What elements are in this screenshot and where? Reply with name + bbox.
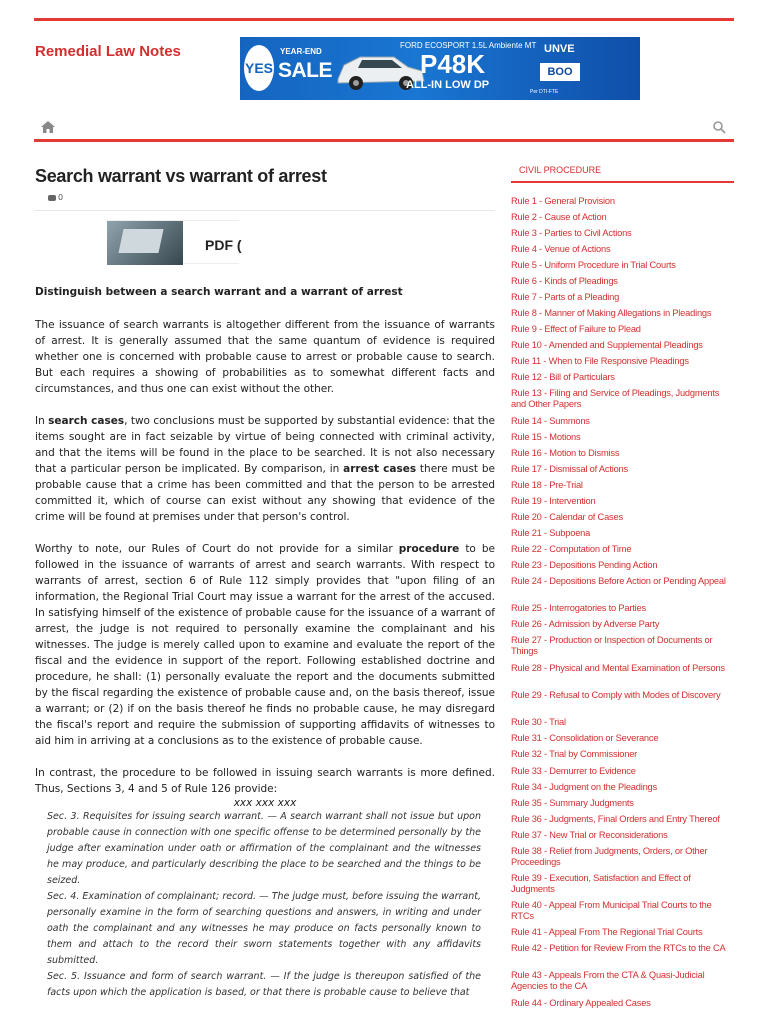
ad-permit: Per DTI-FTE <box>530 89 559 95</box>
sidebar-item-rule-28[interactable] <box>511 663 734 674</box>
sec-4-quote: Sec. 4. Examination of complainant; record. — The judge must, before issuing the warrant, personally examine in the form of searching questions and answers, in writing and under oath the complainant and any witnesses he may produce on facts personally known to them and attach to the record their sworn statements together with any affidavits submitted. <box>47 891 481 966</box>
sidebar-item-rule-31[interactable] <box>511 733 734 744</box>
sidebar-item-link[interactable]: Rule 2 - Cause of Action <box>511 212 607 222</box>
sidebar-item-rule-23[interactable] <box>511 560 734 571</box>
sidebar-item-rule-9[interactable] <box>511 324 734 335</box>
sidebar-item-rule-21[interactable] <box>511 528 734 539</box>
sidebar-item-rule-20[interactable] <box>511 512 734 523</box>
sidebar-item-link[interactable]: Rule 27 - Production or Inspection of Documents or Things <box>511 635 713 656</box>
sidebar-item-rule-35[interactable] <box>511 798 734 809</box>
sidebar-item-rule-37[interactable] <box>511 830 734 841</box>
sidebar-item-rule-43[interactable] <box>511 970 734 992</box>
sidebar-item-link[interactable]: Rule 10 - Amended and Supplemental Pleadings <box>511 340 703 350</box>
separator: xxx xxx xxx <box>233 797 297 809</box>
home-icon[interactable] <box>40 119 56 135</box>
sidebar-item-link[interactable]: Rule 35 - Summary Judgments <box>511 798 634 808</box>
paragraph-3: Worthy to note, our Rules of Court do not provide for a similar procedure to be followed in the issuance of warrants of arrest and search warrants. With respect to warrants of arrest, section 6 of Rule 112 simply provides that "upon filing of an information, the Regional Trial Court may issue a warrant for the arrest of the accused. In satisfying himself of the existence of probable cause for the issuance of a warrant of arrest, the judge is not required to personally examine the complainant and his witnesses. The judge is merely called upon to examine and evaluate the report of the fiscal and the evidence in support of the report. Following established doctrine and procedure, he shall: (1) personally evaluate the report and the documents submitted by the fiscal regarding the existence of probable cause and, on the basis thereof, issue a warrant; or (2) if on the basis thereof he finds no probable cause, he may disregard the fiscal's report and require the submission of supporting affidavits of witnesses to aid him in arriving at a conclusions as to the existence of probable cause. <box>35 543 495 747</box>
sidebar-item-link[interactable]: Rule 13 - Filing and Service of Pleadings, Judgments and Other Papers <box>511 388 720 409</box>
sidebar-item-link[interactable]: Rule 28 - Physical and Mental Examination of Persons <box>511 663 725 673</box>
pdf-download-box[interactable] <box>107 220 242 264</box>
article-body <box>35 284 495 1001</box>
paragraph-1: The issuance of search warrants is altogether different from the issuance of warrants of arrest. It is generally assumed that the same quantum of evidence is required whether one is concerned with probable cause to arrest or probable cause to search. But each requires a showing of probabilities as to somewhat different facts and circumstances, and thus one can exist without the other. <box>35 319 495 395</box>
sidebar-item-link[interactable]: Rule 39 - Execution, Satisfaction and Effect of Judgments <box>511 873 691 894</box>
sidebar-item-link[interactable]: Rule 14 - Summons <box>511 416 590 426</box>
sidebar-item-rule-25[interactable] <box>511 603 734 614</box>
sidebar-item-link[interactable]: Rule 37 - New Trial or Reconsiderations <box>511 830 668 840</box>
sidebar-item-rule-10[interactable] <box>511 340 734 351</box>
sidebar-item-rule-13[interactable] <box>511 388 734 410</box>
sidebar-item-link[interactable]: Rule 9 - Effect of Failure to Plead <box>511 324 641 334</box>
procedure-link[interactable]: procedure <box>398 543 460 555</box>
sec-3-quote: Sec. 3. Requisites for issuing search warrant. — A search warrant shall not issue but upon probable cause in connection with one specific offense to be determined personally by the judge after examination under oath or affirmation of the complainant and the witnesses he may produce, and particularly describing the place to be searched and the things to be seized. <box>47 811 481 886</box>
comment-count[interactable] <box>48 193 63 202</box>
sidebar-item-rule-30[interactable] <box>511 717 734 728</box>
sidebar-item-link[interactable]: Rule 20 - Calendar of Cases <box>511 512 623 522</box>
sidebar-item-link[interactable]: Rule 32 - Trial by Commissioner <box>511 749 638 759</box>
sidebar-item-link[interactable]: Rule 41 - Appeal From The Regional Trial Courts <box>511 927 703 937</box>
sidebar-item-link[interactable]: Rule 7 - Parts of a Pleading <box>511 292 620 302</box>
sidebar-item-rule-1[interactable] <box>511 196 734 207</box>
sidebar-item-link[interactable]: Rule 43 - Appeals From the CTA & Quasi-Judicial Agencies to the CA <box>511 970 705 991</box>
sidebar-item-rule-33[interactable] <box>511 766 734 777</box>
sidebar-item-rule-2[interactable] <box>511 212 734 223</box>
sidebar-item-link[interactable]: Rule 12 - Bill of Particulars <box>511 372 615 382</box>
sidebar-item-link[interactable]: Rule 42 - Petition for Review From the RTCs to the CA <box>511 943 726 953</box>
ad-book-button[interactable]: BOO <box>540 63 580 81</box>
ad-sale: SALE <box>278 59 333 82</box>
sidebar-item-rule-12[interactable] <box>511 372 734 383</box>
sidebar-item-rule-17[interactable] <box>511 464 734 475</box>
pdf-label: PDF ( <box>205 237 242 253</box>
sidebar-item-rule-29[interactable] <box>511 690 734 701</box>
sidebar-item-link[interactable]: Rule 3 - Parties to Civil Actions <box>511 228 632 238</box>
main-nav <box>34 116 734 142</box>
ad-model: FORD ECOSPORT 1.5L Ambiente MT <box>400 41 537 50</box>
sidebar-item-rule-11[interactable] <box>511 356 734 367</box>
comment-icon <box>48 195 56 201</box>
top-rule <box>34 18 734 21</box>
sidebar-item-link[interactable]: Rule 15 - Motions <box>511 432 581 442</box>
sidebar-item-rule-26[interactable] <box>511 619 734 630</box>
sidebar-item-rule-34[interactable] <box>511 782 734 793</box>
sidebar-item-rule-19[interactable] <box>511 496 734 507</box>
sidebar-item-link[interactable]: Rule 29 - Refusal to Comply with Modes of Discovery <box>511 690 721 700</box>
sidebar-item-link[interactable]: Rule 19 - Intervention <box>511 496 596 506</box>
sidebar-item-rule-6[interactable] <box>511 276 734 287</box>
sidebar-item-rule-14[interactable] <box>511 416 734 427</box>
sidebar-item-rule-16[interactable] <box>511 448 734 459</box>
sidebar-item-link[interactable]: Rule 5 - Uniform Procedure in Trial Courts <box>511 260 676 270</box>
sidebar-item-rule-41[interactable] <box>511 927 734 938</box>
sidebar-item-link[interactable]: Rule 1 - General Provision <box>511 196 615 206</box>
meta-divider <box>35 210 495 211</box>
ad-cta-text: UNVE <box>544 43 575 55</box>
sidebar-item-link[interactable]: Rule 30 - Trial <box>511 717 566 727</box>
sidebar-item-link[interactable]: Rule 6 - Kinds of Pleadings <box>511 276 618 286</box>
ad-low-dp: ALL-IN LOW DP <box>406 79 490 91</box>
ad-year-end: YEAR-END <box>280 47 322 56</box>
sidebar-item-rule-36[interactable] <box>511 814 734 825</box>
article-heading: Distinguish between a search warrant and a warrant of arrest <box>35 286 403 298</box>
sidebar-item-link[interactable]: Rule 36 - Judgments, Final Orders and Entry Thereof <box>511 814 720 824</box>
sidebar-item-link[interactable]: Rule 25 - Interrogatories to Parties <box>511 603 646 613</box>
ad-price: P48K <box>420 49 486 79</box>
sidebar-item-rule-7[interactable] <box>511 292 734 303</box>
arrest-cases-term: arrest cases <box>343 463 417 475</box>
sidebar-item-link[interactable]: Rule 31 - Consolidation or Severance <box>511 733 659 743</box>
sidebar-item-link[interactable]: Rule 24 - Depositions Before Action or Pending Appeal <box>511 576 726 586</box>
sidebar-item-rule-4[interactable] <box>511 244 734 255</box>
sidebar-item-link[interactable]: Rule 11 - When to File Responsive Pleadings <box>511 356 689 366</box>
sidebar-item-rule-27[interactable] <box>511 635 734 657</box>
sidebar-heading: CIVIL PROCEDURE <box>511 165 734 183</box>
sidebar-item-rule-32[interactable] <box>511 749 734 760</box>
sidebar-item-link[interactable]: Rule 38 - Relief from Judgments, Orders, or Other Proceedings <box>511 846 708 867</box>
ad-badge: YES <box>244 45 274 91</box>
sidebar-item-rule-24[interactable] <box>511 576 734 587</box>
paragraph-2: In search cases, two conclusions must be supported by substantial evidence: that the items sought are in fact seizable by virtue of being connected with criminal activity, and that the items will be found in the place to be searched. It is not also necessary that a particular person be implicated. By comparison, in arrest cases there must be probable cause that a crime has been committed and that the person to be arrested committed it, which of course can exist without any showing that evidence of the crime will be found at premises under that person's control. <box>35 415 496 523</box>
sidebar-item-link[interactable]: Rule 40 - Appeal From Municipal Trial Courts to the RTCs <box>511 900 712 921</box>
ad-banner[interactable] <box>240 37 685 100</box>
sidebar-item-rule-39[interactable] <box>511 873 734 895</box>
search-icon[interactable] <box>712 120 726 134</box>
sidebar-item-rule-5[interactable] <box>511 260 734 271</box>
sidebar-item-rule-3[interactable] <box>511 228 734 239</box>
sidebar-item-rule-42[interactable] <box>511 943 734 954</box>
sidebar-item-link[interactable]: Rule 34 - Judgment on the Pleadings <box>511 782 657 792</box>
sidebar-item-rule-15[interactable] <box>511 432 734 443</box>
comment-count-value: 0 <box>58 193 64 202</box>
pdf-thumbnail <box>107 221 183 265</box>
sidebar-item-link[interactable]: Rule 21 - Subpoena <box>511 528 591 538</box>
post-title: Search warrant vs warrant of arrest <box>35 166 327 186</box>
sec-5-quote: Sec. 5. Issuance and form of search warrant. — If the judge is thereupon satisfied of the facts upon which the application is based, or that there is probable cause to believe that <box>47 971 481 998</box>
ad-clip <box>640 37 685 100</box>
sidebar-item-link[interactable]: Rule 23 - Depositions Pending Action <box>511 560 658 570</box>
site-title-link[interactable]: Remedial Law Notes <box>35 43 181 60</box>
sidebar-item-link[interactable]: Rule 33 - Demurrer to Evidence <box>511 766 636 776</box>
search-cases-term: search cases <box>48 415 125 427</box>
sidebar-item-link[interactable]: Rule 44 - Ordinary Appealed Cases <box>511 998 651 1008</box>
sidebar-item-link[interactable]: Rule 16 - Motion to Dismiss <box>511 448 620 458</box>
sidebar-item-rule-38[interactable] <box>511 846 734 868</box>
sidebar-item-rule-8[interactable] <box>511 308 734 319</box>
sidebar-item-rule-18[interactable] <box>511 480 734 491</box>
sidebar-item-rule-44[interactable] <box>511 998 734 1009</box>
sidebar-item-link[interactable]: Rule 18 - Pre-Trial <box>511 480 583 490</box>
paragraph-4: In contrast, the procedure to be followed in issuing search warrants is more defined. Thus, Sections 3, 4 and 5 of Rule 126 provide: <box>35 767 495 795</box>
sidebar-item-rule-40[interactable] <box>511 900 734 922</box>
sidebar-item-link[interactable]: Rule 8 - Manner of Making Allegations in Pleadings <box>511 308 712 318</box>
sidebar-item-link[interactable]: Rule 4 - Venue of Actions <box>511 244 611 254</box>
sidebar-item-link[interactable]: Rule 17 - Dismissal of Actions <box>511 464 628 474</box>
sidebar-item-rule-22[interactable] <box>511 544 734 555</box>
sidebar-item-link[interactable]: Rule 22 - Computation of Time <box>511 544 632 554</box>
sidebar-item-link[interactable]: Rule 26 - Admission by Adverse Party <box>511 619 660 629</box>
